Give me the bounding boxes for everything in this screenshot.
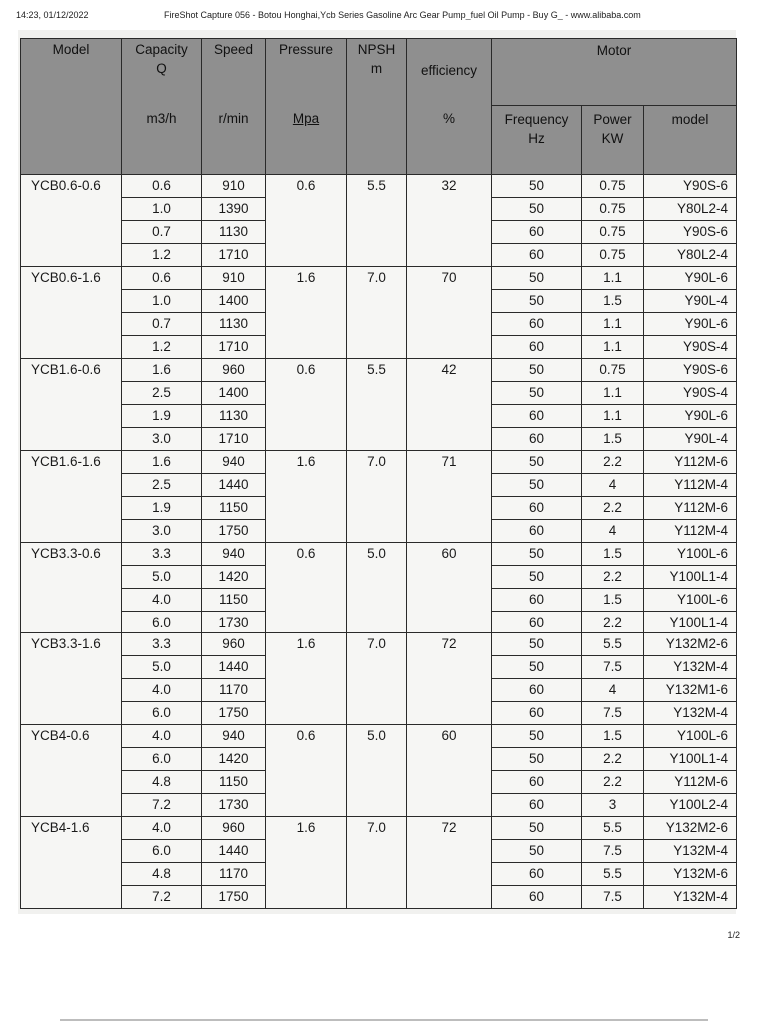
capacity-cell: 0.7 (122, 220, 202, 243)
table-row (21, 358, 737, 381)
pressure-cell: 1.6 (266, 450, 347, 542)
motor-model-cell: Y90S-4 (644, 381, 737, 404)
motor-model-cell: Y90S-6 (644, 358, 737, 381)
efficiency-cell: 70 (407, 266, 492, 358)
power-cell: 3 (582, 794, 644, 817)
speed-cell: 1710 (202, 243, 266, 266)
motor-model-cell: Y132M-6 (644, 863, 737, 886)
power-cell: 4 (582, 679, 644, 702)
npsh-cell: 5.0 (347, 542, 407, 634)
motor-model-cell: Y90L-4 (644, 289, 737, 312)
frequency-cell: 50 (492, 197, 582, 220)
speed-cell: 1750 (202, 886, 266, 909)
frequency-cell: 60 (492, 427, 582, 450)
pump-model-cell: YCB4-0.6 (21, 725, 122, 817)
speed-cell: 1150 (202, 496, 266, 519)
motor-model-cell: Y100L1-4 (644, 611, 737, 634)
power-cell: 1.1 (582, 381, 644, 404)
power-cell: 2.2 (582, 496, 644, 519)
speed-cell: 1150 (202, 771, 266, 794)
motor-model-cell: Y132M-4 (644, 886, 737, 909)
capacity-cell: 3.0 (122, 427, 202, 450)
spec-table-body-bottom (21, 633, 737, 909)
table-row (21, 817, 737, 840)
capacity-cell: 4.0 (122, 817, 202, 840)
power-cell: 1.5 (582, 725, 644, 748)
capacity-cell: 4.8 (122, 863, 202, 886)
power-cell: 1.1 (582, 266, 644, 289)
frequency-cell: 60 (492, 863, 582, 886)
speed-cell: 1170 (202, 679, 266, 702)
table-row (21, 266, 737, 289)
efficiency-cell: 32 (407, 174, 492, 266)
spec-table-top (20, 38, 737, 635)
npsh-cell: 5.0 (347, 725, 407, 817)
header-efficiency-unit: % (407, 105, 492, 174)
motor-model-cell: Y90L-6 (644, 266, 737, 289)
motor-model-cell: Y80L2-4 (644, 243, 737, 266)
frequency-cell: 60 (492, 519, 582, 542)
frequency-cell: 60 (492, 771, 582, 794)
speed-cell: 1400 (202, 289, 266, 312)
capacity-cell: 5.0 (122, 565, 202, 588)
motor-model-cell: Y90S-4 (644, 335, 737, 358)
header-npsh: NPSH m (347, 39, 407, 106)
npsh-cell: 7.0 (347, 817, 407, 909)
motor-model-cell: Y80L2-4 (644, 197, 737, 220)
power-cell: 5.5 (582, 863, 644, 886)
motor-model-cell: Y132M1-6 (644, 679, 737, 702)
header-pressure: Pressure (266, 39, 347, 106)
frequency-cell: 50 (492, 450, 582, 473)
power-cell: 2.2 (582, 748, 644, 771)
spec-table-body-top (21, 174, 737, 634)
speed-cell: 1440 (202, 473, 266, 496)
power-cell: 4 (582, 519, 644, 542)
power-cell: 7.5 (582, 840, 644, 863)
power-cell: 0.75 (582, 174, 644, 197)
frequency-cell: 60 (492, 886, 582, 909)
capacity-cell: 6.0 (122, 702, 202, 725)
motor-model-cell: Y90L-6 (644, 404, 737, 427)
speed-cell: 910 (202, 174, 266, 197)
capacity-cell: 1.2 (122, 335, 202, 358)
capacity-cell: 1.0 (122, 197, 202, 220)
frequency-cell: 60 (492, 496, 582, 519)
speed-cell: 1440 (202, 656, 266, 679)
pump-model-cell: YCB3.3-0.6 (21, 542, 122, 634)
capacity-cell: 6.0 (122, 611, 202, 634)
speed-cell: 1730 (202, 611, 266, 634)
page-bottom-rule (60, 1019, 708, 1021)
power-cell: 7.5 (582, 702, 644, 725)
header-efficiency: efficiency (407, 39, 492, 106)
pressure-cell: 1.6 (266, 817, 347, 909)
motor-model-cell: Y90L-4 (644, 427, 737, 450)
power-cell: 0.75 (582, 197, 644, 220)
motor-model-cell: Y100L-6 (644, 725, 737, 748)
efficiency-cell: 60 (407, 542, 492, 634)
pressure-cell: 0.6 (266, 358, 347, 450)
efficiency-cell: 60 (407, 725, 492, 817)
frequency-cell: 60 (492, 243, 582, 266)
frequency-cell: 50 (492, 542, 582, 565)
capacity-cell: 0.6 (122, 266, 202, 289)
speed-cell: 1150 (202, 588, 266, 611)
frequency-cell: 50 (492, 358, 582, 381)
capacity-cell: 2.5 (122, 381, 202, 404)
pump-model-cell: YCB0.6-1.6 (21, 266, 122, 358)
speed-cell: 1390 (202, 197, 266, 220)
motor-model-cell: Y132M-4 (644, 840, 737, 863)
motor-model-cell: Y132M-4 (644, 702, 737, 725)
npsh-cell: 7.0 (347, 633, 407, 725)
speed-cell: 1130 (202, 220, 266, 243)
frequency-cell: 50 (492, 174, 582, 197)
speed-cell: 1730 (202, 794, 266, 817)
table-row (21, 725, 737, 748)
frequency-cell: 50 (492, 381, 582, 404)
print-header (16, 10, 752, 26)
capacity-cell: 1.6 (122, 358, 202, 381)
speed-cell: 1130 (202, 312, 266, 335)
page-number: 1/2 (727, 930, 740, 940)
motor-model-cell: Y132M2-6 (644, 633, 737, 656)
header-motor: Motor (492, 39, 737, 106)
print-timestamp: 14:23, 01/12/2022 (16, 10, 89, 20)
header-capacity: Capacity Q (122, 39, 202, 106)
speed-cell: 1420 (202, 565, 266, 588)
power-cell: 1.1 (582, 404, 644, 427)
speed-cell: 1170 (202, 863, 266, 886)
speed-cell: 1750 (202, 702, 266, 725)
motor-model-cell: Y90L-6 (644, 312, 737, 335)
header-pressure-unit: Mpa (266, 105, 347, 174)
capacity-cell: 1.9 (122, 404, 202, 427)
motor-model-cell: Y112M-6 (644, 450, 737, 473)
power-cell: 1.5 (582, 427, 644, 450)
frequency-cell: 50 (492, 748, 582, 771)
frequency-cell: 60 (492, 312, 582, 335)
power-cell: 4 (582, 473, 644, 496)
print-title: FireShot Capture 056 - Botou Honghai,Ycb Series Gasoline Arc Gear Pump_fuel Oil Pump - Buy G_ - www.alibaba.com (164, 10, 641, 20)
capacity-cell: 1.0 (122, 289, 202, 312)
capacity-cell: 5.0 (122, 656, 202, 679)
frequency-cell: 50 (492, 266, 582, 289)
frequency-cell: 60 (492, 611, 582, 634)
motor-model-cell: Y132M-4 (644, 656, 737, 679)
power-cell: 7.5 (582, 886, 644, 909)
table-row (21, 450, 737, 473)
speed-cell: 960 (202, 817, 266, 840)
frequency-cell: 50 (492, 840, 582, 863)
header-speed: Speed (202, 39, 266, 106)
frequency-cell: 60 (492, 335, 582, 358)
speed-cell: 940 (202, 542, 266, 565)
power-cell: 0.75 (582, 220, 644, 243)
power-cell: 0.75 (582, 243, 644, 266)
motor-model-cell: Y100L1-4 (644, 565, 737, 588)
frequency-cell: 50 (492, 633, 582, 656)
spec-table-bottom (20, 632, 737, 909)
speed-cell: 1750 (202, 519, 266, 542)
frequency-cell: 50 (492, 473, 582, 496)
capacity-cell: 1.9 (122, 496, 202, 519)
pressure-cell: 0.6 (266, 174, 347, 266)
npsh-cell: 5.5 (347, 358, 407, 450)
npsh-cell: 7.0 (347, 266, 407, 358)
pressure-cell: 1.6 (266, 266, 347, 358)
frequency-cell: 60 (492, 404, 582, 427)
power-cell: 2.2 (582, 611, 644, 634)
efficiency-cell: 72 (407, 633, 492, 725)
power-cell: 1.1 (582, 335, 644, 358)
pump-model-cell: YCB1.6-1.6 (21, 450, 122, 542)
speed-cell: 940 (202, 450, 266, 473)
power-cell: 0.75 (582, 358, 644, 381)
speed-cell: 1710 (202, 427, 266, 450)
motor-model-cell: Y112M-6 (644, 771, 737, 794)
efficiency-cell: 72 (407, 817, 492, 909)
pump-model-cell: YCB0.6-0.6 (21, 174, 122, 266)
power-cell: 2.2 (582, 771, 644, 794)
motor-model-cell: Y112M-4 (644, 519, 737, 542)
frequency-cell: 60 (492, 794, 582, 817)
speed-cell: 1710 (202, 335, 266, 358)
capacity-cell: 4.0 (122, 679, 202, 702)
table-row (21, 633, 737, 656)
motor-model-cell: Y100L1-4 (644, 748, 737, 771)
frequency-cell: 60 (492, 679, 582, 702)
frequency-cell: 60 (492, 588, 582, 611)
frequency-cell: 50 (492, 725, 582, 748)
table-row (21, 542, 737, 565)
speed-cell: 940 (202, 725, 266, 748)
power-cell: 1.5 (582, 542, 644, 565)
speed-cell: 960 (202, 633, 266, 656)
power-cell: 1.1 (582, 312, 644, 335)
frequency-cell: 50 (492, 289, 582, 312)
motor-model-cell: Y112M-6 (644, 496, 737, 519)
motor-model-cell: Y100L-6 (644, 588, 737, 611)
motor-model-cell: Y100L2-4 (644, 794, 737, 817)
pump-model-cell: YCB3.3-1.6 (21, 633, 122, 725)
motor-model-cell: Y112M-4 (644, 473, 737, 496)
table-row (21, 174, 737, 197)
header-speed-unit: r/min (202, 105, 266, 174)
speed-cell: 1420 (202, 748, 266, 771)
power-cell: 5.5 (582, 633, 644, 656)
capacity-cell: 6.0 (122, 840, 202, 863)
npsh-cell: 5.5 (347, 174, 407, 266)
npsh-cell: 7.0 (347, 450, 407, 542)
capacity-cell: 4.0 (122, 725, 202, 748)
frequency-cell: 50 (492, 656, 582, 679)
capacity-cell: 4.0 (122, 588, 202, 611)
pressure-cell: 0.6 (266, 725, 347, 817)
pump-model-cell: YCB4-1.6 (21, 817, 122, 909)
efficiency-cell: 42 (407, 358, 492, 450)
capacity-cell: 3.3 (122, 542, 202, 565)
frequency-cell: 60 (492, 702, 582, 725)
frequency-cell: 60 (492, 220, 582, 243)
motor-model-cell: Y100L-6 (644, 542, 737, 565)
frequency-cell: 50 (492, 565, 582, 588)
efficiency-cell: 71 (407, 450, 492, 542)
power-cell: 5.5 (582, 817, 644, 840)
motor-model-cell: Y90S-6 (644, 174, 737, 197)
scanned-page (18, 30, 736, 914)
capacity-cell: 2.5 (122, 473, 202, 496)
frequency-cell: 50 (492, 817, 582, 840)
pump-model-cell: YCB1.6-0.6 (21, 358, 122, 450)
power-cell: 2.2 (582, 450, 644, 473)
capacity-cell: 3.0 (122, 519, 202, 542)
capacity-cell: 6.0 (122, 748, 202, 771)
capacity-cell: 0.6 (122, 174, 202, 197)
speed-cell: 960 (202, 358, 266, 381)
header-frequency: Frequency Hz (492, 105, 582, 174)
power-cell: 2.2 (582, 565, 644, 588)
header-npsh-blank (347, 105, 407, 174)
spec-table-header (21, 39, 737, 175)
capacity-cell: 0.7 (122, 312, 202, 335)
speed-cell: 1440 (202, 840, 266, 863)
pressure-cell: 0.6 (266, 542, 347, 634)
motor-model-cell: Y132M2-6 (644, 817, 737, 840)
capacity-cell: 7.2 (122, 794, 202, 817)
header-motor-model: model (644, 105, 737, 174)
speed-cell: 1130 (202, 404, 266, 427)
capacity-cell: 3.3 (122, 633, 202, 656)
header-capacity-unit: m3/h (122, 105, 202, 174)
capacity-cell: 1.6 (122, 450, 202, 473)
power-cell: 1.5 (582, 588, 644, 611)
pressure-cell: 1.6 (266, 633, 347, 725)
power-cell: 1.5 (582, 289, 644, 312)
power-cell: 7.5 (582, 656, 644, 679)
capacity-cell: 4.8 (122, 771, 202, 794)
capacity-cell: 7.2 (122, 886, 202, 909)
header-power: Power KW (582, 105, 644, 174)
motor-model-cell: Y90S-6 (644, 220, 737, 243)
speed-cell: 910 (202, 266, 266, 289)
capacity-cell: 1.2 (122, 243, 202, 266)
speed-cell: 1400 (202, 381, 266, 404)
header-model: Model (21, 39, 122, 175)
